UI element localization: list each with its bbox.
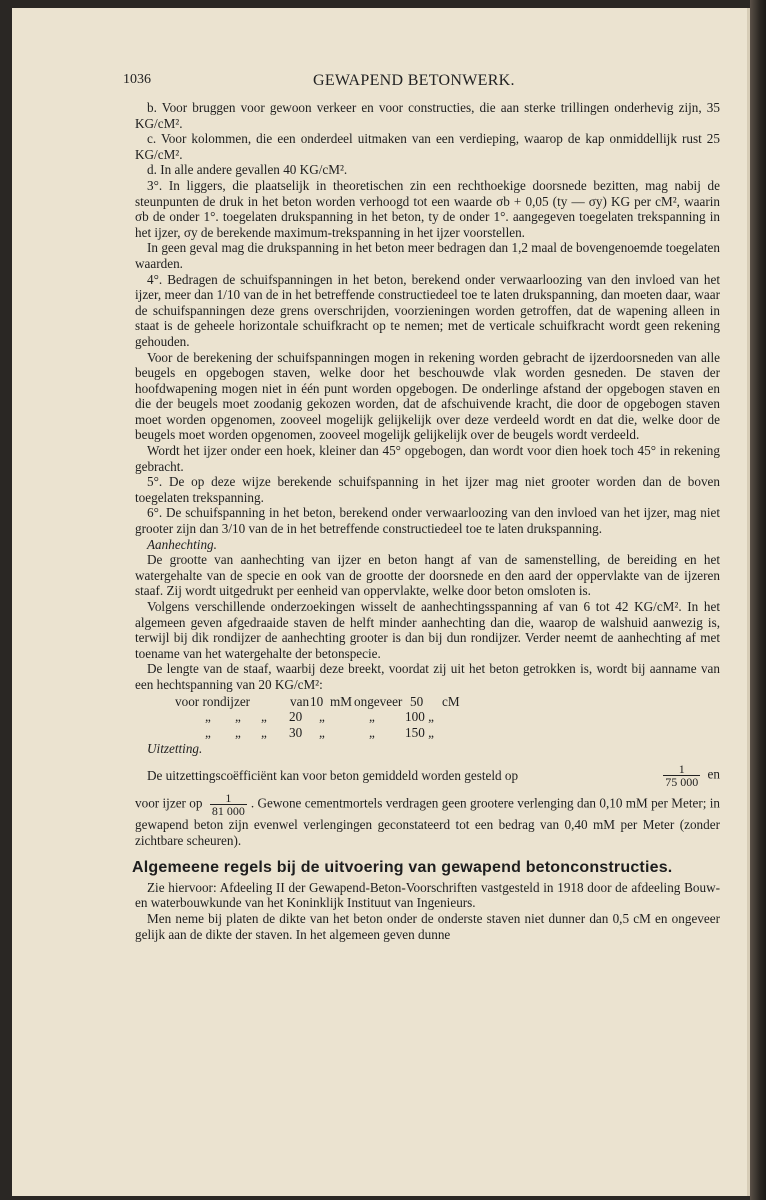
fraction-numerator: 1 [210,792,247,805]
expansion-text-1: De uitzettingscoëfficiënt kan voor beton gemiddeld worden gesteld op [147,767,519,783]
expansion-line-1 [135,763,720,788]
table-cell: ongeveer [354,693,403,709]
paragraph-3: 3°. In liggers, die plaatselijk in theoretischen zin een rechthoekige doorsnede bezitten, mag nabij de steunpunten de druk in het beton worden verhoogd tot een waarde σb + 0,05 (ty — σy) KG per cM², waarin σb de onder 1°. toegelaten drukspanning in het beton, ty de onder 1°. aangegeven toegelaten trekspanning in het ijzer, σy de berekende maximum-trekspanning in het ijzer voorstellen. [135,177,720,240]
table-cell: „ [369,709,375,725]
paragraph-3b: In geen geval mag die drukspanning in het beton meer bedragen dan 1,2 maal de bovengenoemde toegelaten waarden. [135,240,720,271]
table-cell: „ [205,724,211,740]
aanhechting-1: De grootte van aanhechting van ijzer en beton hangt af van de samenstelling, de bereiding en het watergehalte van de specie en ook van de grootte der doorsnede en den aard der oppervlakte van de ijzeren staaf. Zij wordt uitgedrukt per eenheid van oppervlakte, welke door beton omsloten is. [135,552,720,599]
page-edge [747,8,750,1196]
paragraph-4b: Voor de berekening der schuifspanningen mogen in rekening worden gebracht de ijzerdoorsneden van alle beugels en opgebogen staven, welke door het beschouwde vlak worden gesneden. De staven der hoofdwapening mogen niet in één punt worden opgebogen. De onderlinge afstand der opgebogen staven en die der beugels moet zoodanig gekozen worden, dat de afschuivende kracht, die door de opgebogen staven moet worden opgenomen, zooveel mogelijk gelijkelijk over deze verdeeld wordt en dat die, welke door de beugels moet worden opgenomen, zooveel mogelijk gelijkelijk over de beugels wordt verdeeld. [135,349,720,443]
table-cell: „ [235,724,241,740]
length-table [175,694,720,741]
aanhechting-3: De lengte van de staaf, waarbij deze breekt, voordat zij uit het beton getrokken is, wordt bij aanname van een hechtspanning van 20 KG/cM²: [135,661,720,692]
aanhechting-2: Volgens verschillende onderzoekingen wisselt de aanhechtingsspanning af van 6 tot 42 KG/cM². In het algemeen geven afgedraaide staven de helft minder aanhechting dan die, waarop de walshuid aanwezig is, terwijl bij dik rondijzer de aanhechting grooter is dan bij dun rondijzer. Verder neemt de aanhechting af met toename van het watergehalte der betonspecie. [135,599,720,661]
table-row [175,725,720,741]
table-cell: 10 [310,693,324,709]
table-cell: 20 [289,709,303,725]
table-cell: cM [442,693,460,709]
expansion-text-2b: . Gewone cementmortels verdragen geen grootere verlenging dan 0,10 mM per Meter; in gewapend beton zijn evenwel verlengingen geconstateerd tot een bedrag van 0,40 mM per Meter (zonder zichtbare scheuren). [135,795,720,848]
paragraph-4: 4°. Bedragen de schuifspanningen in het beton, berekend onder verwaarloozing van den invloed van het ijzer, meer dan 1/10 van de in het betreffende constructiedeel toe te laten drukspanning, dan moeten daar, waar de schuifspanningen deze grens overschrijden, voorzieningen worden getroffen, dat de wapening alleen in staat is de geheele horizontale schuifkracht op te nemen; met de verticale schuifkracht wordt geen rekening gehouden. [135,271,720,349]
fraction-concrete [663,763,700,788]
item-d: d. In alle andere gevallen 40 KG/cM². [147,162,348,178]
table-row [175,694,720,710]
table-cell: „ [319,724,325,740]
expansion-en: en [707,766,720,782]
table-cell: 150 „ [405,724,434,740]
book-spine [750,0,766,1200]
table-cell: van [290,693,310,709]
table-cell: „ [261,709,267,725]
fraction-numerator: 1 [663,763,700,776]
section-heading: Algemeene regels bij de uitvoering van gewapend betonconstructies. [132,859,673,877]
table-cell: „ [369,724,375,740]
paragraph-6: 6°. De schuifspanning in het beton, berekend onder verwaarloozing van den invloed van het ijzer, mag niet grooter zijn dan 3/10 van de in het betreffende constructiedeel toe te laten drukspanning. [135,505,720,537]
fraction-iron [210,792,247,817]
fraction-denominator: 81 000 [211,803,245,818]
table-cell: 100 „ [405,709,434,725]
item-b: b. Voor bruggen voor gewoon verkeer en voor constructies, die aan sterke trillingen onderhevig zijn, 35 KG/cM². [135,100,720,131]
algemeen-1: Zie hiervoor: Afdeeling II der Gewapend-Beton-Voorschriften vastgesteld in 1918 door de afdeeling Bouw- en waterbouwkunde van het Koninklijk Instituut van Ingenieurs. [135,879,720,911]
table-cell: „ [235,709,241,725]
paragraph-4c: Wordt het ijzer onder een hoek, kleiner dan 45° opgebogen, dan wordt voor dien hoek toch 45° in rekening gebracht. [135,443,720,474]
table-cell: 50 [410,693,424,709]
table-cell: 30 [289,724,303,740]
page-number: 1036 [123,72,151,87]
algemeen-2: Men neme bij platen de dikte van het beton onder de onderste staven niet dunner dan 0,5 cM en ongeveer gelijk aan de dikte der staven. In het algemeen geven dunne [135,910,720,942]
table-cell: „ [319,709,325,725]
page-text [132,100,720,942]
expansion-text-2 [135,792,720,848]
item-c: c. Voor kolommen, die een onderdeel uitmaken van een verdieping, waarop de kap onmiddellijk rust 25 KG/cM². [135,131,720,162]
table-cell: „ [205,709,211,725]
fraction-denominator: 75 000 [665,774,699,789]
expansion-text-2a: voor ijzer op [135,795,203,811]
paragraph-5: 5°. De op deze wijze berekende schuifspanning in het ijzer mag niet grooter worden dan de boven toegelaten trekspanning. [135,474,720,505]
uitzetting-title: Uitzetting. [147,741,203,757]
running-title: GEWAPEND BETONWERK. [313,72,515,89]
table-cell: „ [261,724,267,740]
aanhechting-title: Aanhechting. [147,536,217,552]
table-cell: mM [330,693,352,709]
table-row [175,709,720,725]
table-cell: voor rondijzer [175,693,251,709]
